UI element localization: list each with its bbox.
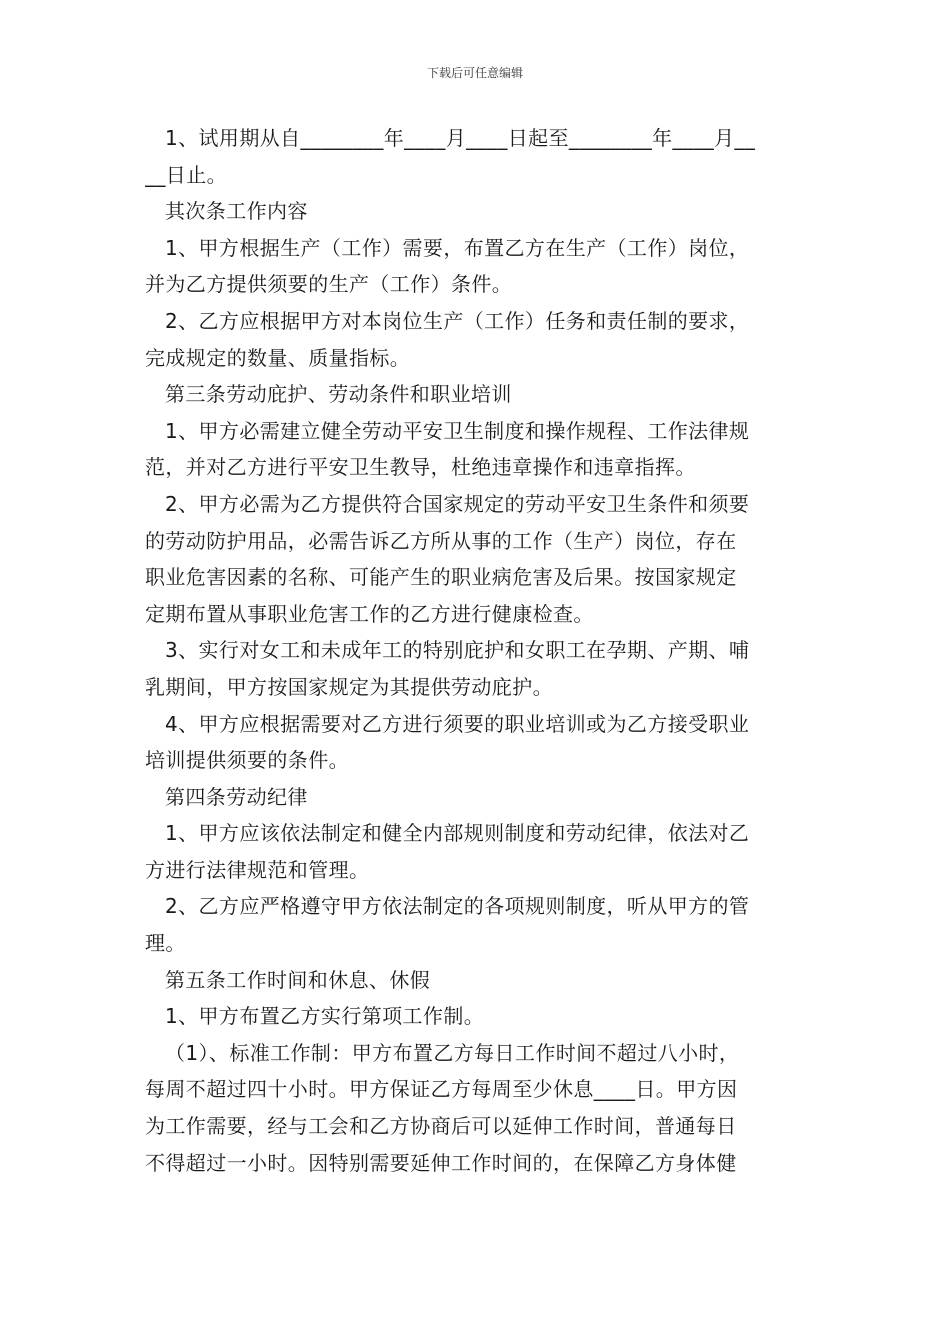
text-line: 1、甲方根据生产（工作）需要，布置乙方在生产（工作）岗位，	[165, 235, 750, 260]
text-line: 方进行法律规范和管理。	[145, 857, 370, 882]
text-line: __日止。	[145, 162, 227, 187]
text-line: 并为乙方提供须要的生产（工作）条件。	[145, 272, 513, 297]
text-line: 理。	[145, 931, 186, 956]
text-line: 的劳动防护用品，必需告诉乙方所从事的工作（生产）岗位，存在	[145, 528, 737, 553]
text-line: 1、试用期从自________年____月____日起至________年____月__	[165, 126, 756, 150]
text-line: 2、甲方必需为乙方提供符合国家规定的劳动平安卫生条件和须要	[165, 491, 750, 516]
text-line: 2、乙方应根据甲方对本岗位生产（工作）任务和责任制的要求，	[165, 308, 750, 333]
text-line: 3、实行对女工和未成年工的特别庇护和女职工在孕期、产期、哺	[165, 638, 750, 663]
text-line: 职业危害因素的名称、可能产生的职业病危害及后果。按国家规定	[145, 565, 737, 590]
text-line: 培训提供须要的条件。	[145, 748, 349, 773]
text-line: 其次条工作内容	[165, 199, 308, 224]
text-line: 1、甲方必需建立健全劳动平安卫生制度和操作规程、工作法律规	[165, 418, 750, 443]
text-line: 乳期间，甲方按国家规定为其提供劳动庇护。	[145, 674, 553, 699]
text-line: （1）、标准工作制：甲方布置乙方每日工作时间不超过八小时，	[165, 1040, 740, 1065]
page-header: 下载后可任意编辑	[426, 66, 523, 80]
text-line: 每周不超过四十小时。甲方保证乙方每周至少休息____日。甲方因	[145, 1077, 738, 1102]
text-line: 第三条劳动庇护、劳动条件和职业培训	[165, 382, 512, 407]
text-line: 定期布置从事职业危害工作的乙方进行健康检查。	[145, 601, 594, 626]
text-line: 2、乙方应严格遵守甲方依法制定的各项规则制度，听从甲方的管	[165, 894, 750, 919]
text-line: 4、甲方应根据需要对乙方进行须要的职业培训或为乙方接受职业	[165, 711, 750, 736]
text-line: 完成规定的数量、质量指标。	[145, 345, 411, 370]
text-line: 1、甲方布置乙方实行第项工作制。	[165, 1004, 485, 1029]
text-line: 为工作需要，经与工会和乙方协商后可以延伸工作时间，普通每日	[145, 1114, 737, 1139]
text-line: 第五条工作时间和休息、休假	[165, 967, 431, 992]
text-line: 范，并对乙方进行平安卫生教导，杜绝违章操作和违章指挥。	[145, 455, 696, 480]
text-line: 第四条劳动纪律	[165, 784, 308, 809]
text-line: 1、甲方应该依法制定和健全内部规则制度和劳动纪律，依法对乙	[165, 821, 750, 846]
document-body	[145, 120, 810, 1181]
text-line: 不得超过一小时。因特别需要延伸工作时间的，在保障乙方身体健	[145, 1150, 737, 1175]
